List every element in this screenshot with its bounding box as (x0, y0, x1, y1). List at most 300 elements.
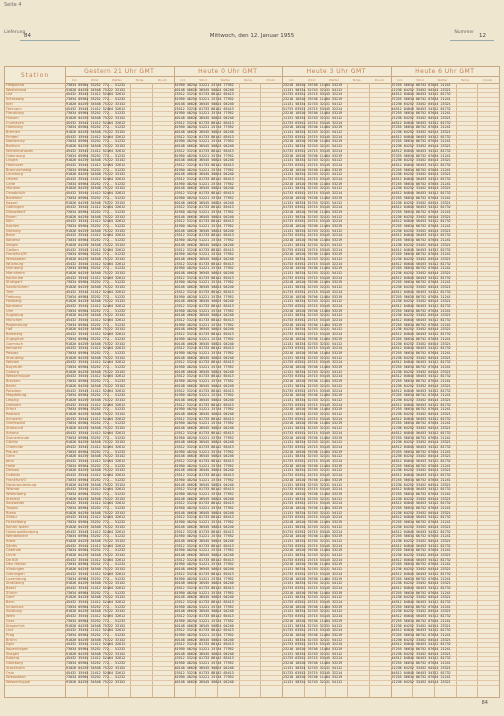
synop-code-cell: 91826 04259 34548 75722 33152 (66, 637, 126, 642)
synop-code-cell: 23512 33216 01733 88142 65413 (174, 670, 234, 675)
synop-code-cell: 44512 04845 56453 54312 81732 (391, 473, 451, 478)
synop-code-cell: 23218 10520 76746 11484 53219 (283, 83, 343, 87)
synop-code-cell: 23218 10520 76746 11484 53219 (283, 618, 343, 623)
synop-code-cell: 91826 04259 34548 75722 33152 (66, 397, 126, 402)
synop-code-cell: 37255 56634 86752 07634 21241 (391, 167, 451, 172)
synop-code-cell: 73034 05984 33252 772-- 51232 (66, 111, 126, 116)
synop-code-cell: 37255 56634 86752 07634 21241 (391, 294, 451, 299)
station-name: Lüneburg (6, 172, 23, 177)
synop-code-cell: 91826 04259 34548 75722 33152 (66, 158, 126, 163)
synop-code-cell: 40148 46626 36545 50824 04240 (174, 228, 234, 233)
synop-code-cell: 40148 46626 36545 50824 04240 (174, 665, 234, 670)
synop-code-cell: 40148 46626 36545 50824 04240 (174, 87, 234, 92)
synop-code-cell: 21236 64252 33452 04514 23321 (391, 679, 451, 684)
synop-code-cell: 23512 33216 01733 88142 65413 (174, 515, 234, 520)
synop-code-cell: 40148 46626 36545 50824 04240 (174, 609, 234, 614)
synop-code-cell: 81950 48254 51221 25734 77952 (174, 224, 234, 228)
synop-code-cell: 23218 10520 76746 11484 53219 (283, 294, 343, 299)
synop-code-cell: 73034 05984 33252 772-- 51232 (66, 365, 126, 369)
synop-code-cell: 73034 05984 33252 772-- 51232 (66, 435, 126, 440)
synop-code-cell: 40148 46626 36545 50824 04240 (174, 200, 234, 205)
synop-code-cell: 91826 04259 34548 75722 33152 (66, 496, 126, 501)
station-name: Regensburg (6, 322, 28, 327)
synop-code-cell: 40148 46626 36545 50824 04240 (174, 623, 234, 628)
synop-code-cell: 21236 64252 33452 04514 23321 (391, 313, 451, 318)
synop-code-cell: 81950 48254 51221 25734 77952 (174, 604, 234, 609)
synop-code-cell: 51733 63552 25715 53145 32214 (283, 515, 343, 520)
synop-code-cell: 11131 58334 32743 32131 54112 (283, 144, 343, 149)
station-name: Nürnberg (6, 266, 23, 271)
synop-code-cell: 23512 33216 01733 88142 65413 (174, 444, 234, 449)
time-group-header: Heute 0 Uhr GMT (174, 67, 284, 77)
synop-code-cell: 11131 58334 32743 32131 54112 (283, 200, 343, 205)
synop-code-cell: 81950 48254 51221 25734 77952 (174, 449, 234, 454)
synop-code-cell: 40148 46626 36545 50824 04240 (174, 271, 234, 275)
synop-code-cell: 81950 48254 51221 25734 77952 (174, 111, 234, 116)
synop-code-cell: 51733 63552 25715 53145 32214 (283, 529, 343, 534)
synop-code-cell: 91826 04259 34548 75722 33152 (66, 285, 126, 290)
synop-code-cell: 21236 64252 33452 04514 23321 (391, 144, 451, 149)
synop-code-cell: 23512 33216 01733 88142 65413 (174, 600, 234, 604)
synop-code-cell: 51733 63552 25715 53145 32214 (283, 473, 343, 478)
synop-code-cell: 91826 04259 34548 75722 33152 (66, 144, 126, 149)
synop-code-cell: 11131 58334 32743 32131 54112 (283, 524, 343, 529)
synop-code-cell: 21236 64252 33452 04514 23321 (391, 383, 451, 388)
synop-code-cell: 81950 48254 51221 25734 77952 (174, 675, 234, 680)
station-name: Riesa (6, 510, 16, 515)
synop-code-cell: 81950 48254 51221 25734 77952 (174, 618, 234, 623)
synop-code-cell: 44512 04845 56453 54312 81732 (391, 162, 451, 167)
time-group-header: Heute 3 Uhr GMT (282, 67, 392, 77)
synop-code-cell: 11131 58334 32743 32131 54112 (283, 327, 343, 332)
synop-code-cell: 81950 48254 51221 25734 77952 (174, 294, 234, 299)
synop-code-cell: 51733 63552 25715 53145 32214 (283, 303, 343, 308)
station-name: List (6, 92, 13, 97)
synop-code-cell: 51733 63552 25715 53145 32214 (283, 388, 343, 393)
synop-code-cell: 44512 04845 56453 54312 81732 (391, 444, 451, 449)
synop-code-cell: 40148 46626 36545 50824 04240 (174, 158, 234, 163)
column-subheader-label: Temp. (243, 77, 253, 82)
synop-code-cell: 81950 48254 51221 25734 77952 (174, 661, 234, 666)
synop-code-cell: 45432 35545 21412 52464 32612 (66, 501, 126, 506)
synop-code-cell: 51733 63552 25715 53145 32214 (283, 120, 343, 125)
synop-code-cell: 23218 10520 76746 11484 53219 (283, 647, 343, 651)
synop-code-cell: 73034 05984 33252 772-- 51232 (66, 477, 126, 482)
synop-code-cell: 51733 63552 25715 53145 32214 (283, 92, 343, 97)
synop-code-cell: 45432 35545 21412 52464 32612 (66, 459, 126, 463)
synop-code-cell: 11131 58334 32743 32131 54112 (283, 482, 343, 487)
synop-code-cell: 21236 64252 33452 04514 23321 (391, 397, 451, 402)
synop-code-cell: 23512 33216 01733 88142 65413 (174, 543, 234, 548)
synop-code-cell: 51733 63552 25715 53145 32214 (283, 275, 343, 280)
synop-code-cell: 23512 33216 01733 88142 65413 (174, 585, 234, 590)
synop-code-cell: 44512 04845 56453 54312 81732 (391, 148, 451, 153)
synop-code-cell: 37255 56634 86752 07634 21241 (391, 252, 451, 257)
synop-code-cell: 44512 04845 56453 54312 81732 (391, 614, 451, 619)
station-name: Oslo (6, 670, 14, 675)
synop-code-cell: 81950 48254 51221 25734 77952 (174, 379, 234, 384)
station-name: Groningen (6, 571, 25, 576)
synop-code-cell: 11131 58334 32743 32131 54112 (283, 242, 343, 247)
synop-code-cell: 44512 04845 56453 54312 81732 (391, 205, 451, 210)
synop-code-cell: 81950 48254 51221 25734 77952 (174, 647, 234, 651)
synop-code-cell: 21236 64252 33452 04514 23321 (391, 510, 451, 515)
synop-code-cell: 73034 05984 33252 772-- 51232 (66, 252, 126, 257)
page-number: 84 (481, 700, 488, 706)
station-name: Celle (6, 181, 15, 186)
station-name: Wasserkuppe (6, 679, 30, 684)
synop-code-cell: 45432 35545 21412 52464 32612 (66, 600, 126, 604)
station-name: Plauen (6, 449, 19, 454)
synop-code-cell: 37255 56634 86752 07634 21241 (391, 562, 451, 567)
station-name: Luxemburg (6, 576, 27, 581)
synop-code-cell: 91826 04259 34548 75722 33152 (66, 665, 126, 670)
station-name: Kempten (6, 346, 23, 351)
column-subheader-label: Wind (199, 77, 207, 82)
synop-code-cell: 40148 46626 36545 50824 04240 (174, 454, 234, 459)
synop-code-cell: 44512 04845 56453 54312 81732 (391, 332, 451, 337)
synop-code-cell: 37255 56634 86752 07634 21241 (391, 421, 451, 426)
synop-code-cell: 37255 56634 86752 07634 21241 (391, 576, 451, 581)
synop-code-cell: 40148 46626 36545 50824 04240 (174, 538, 234, 543)
synop-code-cell: 91826 04259 34548 75722 33152 (66, 101, 126, 106)
synop-code-cell: 44512 04845 56453 54312 81732 (391, 219, 451, 224)
synop-code-cell: 23512 33216 01733 88142 65413 (174, 177, 234, 181)
station-name: Freiburg (6, 294, 21, 299)
synop-code-cell: 81950 48254 51221 25734 77952 (174, 576, 234, 581)
synop-code-cell: 91826 04259 34548 75722 33152 (66, 313, 126, 318)
synop-code-cell: 51733 63552 25715 53145 32214 (283, 628, 343, 633)
synop-code-cell: 37255 56634 86752 07634 21241 (391, 125, 451, 130)
synop-code-cell: 37255 56634 86752 07634 21241 (391, 139, 451, 144)
synop-code-cell: 81950 48254 51221 25734 77952 (174, 167, 234, 172)
station-name: Stockholm (6, 665, 25, 670)
station-name: Hannover (6, 162, 24, 167)
synop-code-cell: 11131 58334 32743 32131 54112 (283, 440, 343, 445)
synop-code-cell: 11131 58334 32743 32131 54112 (283, 454, 343, 459)
synop-code-cell: 21236 64252 33452 04514 23321 (391, 595, 451, 600)
synop-code-cell: 23512 33216 01733 88142 65413 (174, 318, 234, 322)
synop-code-cell: 23512 33216 01733 88142 65413 (174, 402, 234, 407)
station-name: Ostende (6, 548, 22, 553)
synop-code-cell: 73034 05984 33252 772-- 51232 (66, 548, 126, 553)
station-name: De Bilt (6, 557, 18, 562)
station-name: Skagen (6, 651, 20, 656)
station-name: Säntis (6, 543, 18, 548)
station-name: Brünn (6, 637, 17, 642)
synop-code-cell: 21236 64252 33452 04514 23321 (391, 186, 451, 191)
synop-code-cell: 81950 48254 51221 25734 77952 (174, 435, 234, 440)
station-name: Wilhelmshaven (6, 148, 34, 153)
synop-code-cell: 44512 04845 56453 54312 81732 (391, 134, 451, 139)
synop-code-cell: 23512 33216 01733 88142 65413 (174, 487, 234, 492)
synop-code-cell: 23218 10520 76746 11484 53219 (283, 322, 343, 327)
station-name: Straubing (6, 355, 24, 360)
synop-code-cell: 91826 04259 34548 75722 33152 (66, 228, 126, 233)
synop-code-cell: 51733 63552 25715 53145 32214 (283, 557, 343, 562)
synop-code-cell: 40148 46626 36545 50824 04240 (174, 214, 234, 219)
synop-code-cell: 44512 04845 56453 54312 81732 (391, 571, 451, 576)
synop-code-cell: 73034 05984 33252 772-- 51232 (66, 280, 126, 285)
synop-code-cell: 23512 33216 01733 88142 65413 (174, 205, 234, 210)
synop-code-cell: 23218 10520 76746 11484 53219 (283, 181, 343, 186)
synop-code-cell: 91826 04259 34548 75722 33152 (66, 581, 126, 586)
station-name: Arkona (6, 430, 19, 435)
synop-code-cell: 37255 56634 86752 07634 21241 (391, 632, 451, 637)
synop-code-cell: 23512 33216 01733 88142 65413 (174, 289, 234, 294)
synop-code-cell: 81950 48254 51221 25734 77952 (174, 336, 234, 341)
station-name: Karlsruhe (6, 275, 24, 280)
synop-code-cell: 23512 33216 01733 88142 65413 (174, 332, 234, 337)
synop-code-cell: 73034 05984 33252 772-- 51232 (66, 449, 126, 454)
station-name: Oldenburg (6, 153, 25, 158)
synop-code-cell: 40148 46626 36545 50824 04240 (174, 299, 234, 304)
synop-code-cell: 45432 35545 21412 52464 32612 (66, 233, 126, 238)
synop-code-cell: 23218 10520 76746 11484 53219 (283, 195, 343, 200)
synop-code-cell: 73034 05984 33252 772-- 51232 (66, 181, 126, 186)
station-name: Arber (6, 538, 16, 543)
column-subheader-label: Temp. (460, 77, 470, 82)
synop-code-cell: 81950 48254 51221 25734 77952 (174, 632, 234, 637)
synop-code-cell: 40148 46626 36545 50824 04240 (174, 412, 234, 416)
station-name: Erfurt (6, 407, 17, 412)
synop-code-cell: 23218 10520 76746 11484 53219 (283, 252, 343, 257)
synop-code-cell: 81950 48254 51221 25734 77952 (174, 365, 234, 369)
synop-code-cell: 21236 64252 33452 04514 23321 (391, 101, 451, 106)
synop-code-cell: 11131 58334 32743 32131 54112 (283, 101, 343, 106)
station-name: Leipzig (6, 397, 19, 402)
synop-code-cell: 37255 56634 86752 07634 21241 (391, 590, 451, 595)
synop-code-cell: 37255 56634 86752 07634 21241 (391, 675, 451, 680)
synop-code-cell: 21236 64252 33452 04514 23321 (391, 242, 451, 247)
synop-code-cell: 44512 04845 56453 54312 81732 (391, 261, 451, 266)
station-name: Köln (6, 219, 14, 224)
station-name: Wittenberg (6, 491, 26, 496)
synop-code-cell: 45432 35545 21412 52464 32612 (66, 374, 126, 379)
synop-code-cell: 40148 46626 36545 50824 04240 (174, 524, 234, 529)
synop-code-cell: 37255 56634 86752 07634 21241 (391, 520, 451, 525)
synop-code-cell: 23512 33216 01733 88142 65413 (174, 459, 234, 463)
column-subheader-label: Ind. (397, 77, 403, 82)
synop-code-cell: 81950 48254 51221 25734 77952 (174, 181, 234, 186)
synop-code-cell: 73034 05984 33252 772-- 51232 (66, 647, 126, 651)
synop-code-cell: 91826 04259 34548 75722 33152 (66, 567, 126, 572)
station-name: Augsburg (6, 313, 24, 318)
station-name: Vlissingen (6, 567, 25, 572)
synop-code-cell: 73034 05984 33252 772-- 51232 (66, 661, 126, 666)
synop-code-cell: 40148 46626 36545 50824 04240 (174, 327, 234, 332)
station-name: Essen (6, 214, 17, 219)
synop-code-cell: 73034 05984 33252 772-- 51232 (66, 534, 126, 539)
synop-code-cell: 44512 04845 56453 54312 81732 (391, 487, 451, 492)
synop-code-cell: 21236 64252 33452 04514 23321 (391, 637, 451, 642)
synop-code-cell: 51733 63552 25715 53145 32214 (283, 134, 343, 139)
synop-code-cell: 37255 56634 86752 07634 21241 (391, 350, 451, 355)
column-subheader-label: Wetter (220, 77, 231, 82)
synop-code-cell: 37255 56634 86752 07634 21241 (391, 393, 451, 398)
synop-code-cell: 73034 05984 33252 772-- 51232 (66, 618, 126, 623)
synop-code-cell: 51733 63552 25715 53145 32214 (283, 191, 343, 196)
synop-code-cell: 51733 63552 25715 53145 32214 (283, 106, 343, 111)
synop-code-cell: 44512 04845 56453 54312 81732 (391, 191, 451, 196)
synop-code-cell: 91826 04259 34548 75722 33152 (66, 454, 126, 459)
station-name: Cuxhaven (6, 120, 25, 125)
station-name: Stendal (6, 496, 20, 501)
station-name: Wendelstein (6, 534, 29, 539)
synop-code-cell: 91826 04259 34548 75722 33152 (66, 200, 126, 205)
synop-code-cell: 51733 63552 25715 53145 32214 (283, 219, 343, 224)
station-name: Prag (6, 632, 15, 637)
synop-code-cell: 21236 64252 33452 04514 23321 (391, 172, 451, 177)
synop-code-cell: 23218 10520 76746 11484 53219 (283, 590, 343, 595)
synop-code-cell: 23512 33216 01733 88142 65413 (174, 628, 234, 633)
synop-code-cell: 37255 56634 86752 07634 21241 (391, 647, 451, 651)
synop-code-cell: 45432 35545 21412 52464 32612 (66, 318, 126, 322)
station-name: Dessau (6, 468, 20, 473)
synop-code-cell: 23512 33216 01733 88142 65413 (174, 346, 234, 351)
synop-code-cell: 23218 10520 76746 11484 53219 (283, 280, 343, 285)
synop-code-cell: 23218 10520 76746 11484 53219 (283, 224, 343, 228)
synop-code-cell: 11131 58334 32743 32131 54112 (283, 553, 343, 557)
synop-code-cell: 21236 64252 33452 04514 23321 (391, 130, 451, 134)
synop-code-cell: 51733 63552 25715 53145 32214 (283, 261, 343, 266)
synop-code-cell: 81950 48254 51221 25734 77952 (174, 153, 234, 158)
station-name: Wiesbaden (6, 256, 26, 261)
station-name: Gera (6, 454, 15, 459)
synop-code-cell: 37255 56634 86752 07634 21241 (391, 280, 451, 285)
synop-code-cell: 21236 64252 33452 04514 23321 (391, 115, 451, 120)
synop-code-cell: 91826 04259 34548 75722 33152 (66, 271, 126, 275)
station-name: Zugspitze (6, 336, 24, 341)
synop-code-cell: 44512 04845 56453 54312 81732 (391, 92, 451, 97)
synop-code-cell: 37255 56634 86752 07634 21241 (391, 491, 451, 496)
synop-code-cell: 11131 58334 32743 32131 54112 (283, 510, 343, 515)
column-subheader-label: Ind. (180, 77, 186, 82)
page-corner-label: Seite 4 (4, 2, 22, 8)
station-name: Linz (6, 628, 14, 633)
synop-code-cell: 73034 05984 33252 772-- 51232 (66, 421, 126, 426)
synop-code-cell: 44512 04845 56453 54312 81732 (391, 275, 451, 280)
synop-code-cell: 37255 56634 86752 07634 21241 (391, 548, 451, 553)
synop-code-cell: 73034 05984 33252 772-- 51232 (66, 336, 126, 341)
synop-code-cell: 45432 35545 21412 52464 32612 (66, 92, 126, 97)
synop-code-cell: 40148 46626 36545 50824 04240 (174, 144, 234, 149)
synop-code-cell: 40148 46626 36545 50824 04240 (174, 553, 234, 557)
synop-code-cell: 23512 33216 01733 88142 65413 (174, 529, 234, 534)
synop-code-cell: 73034 05984 33252 772-- 51232 (66, 167, 126, 172)
synop-code-cell: 73034 05984 33252 772-- 51232 (66, 379, 126, 384)
station-name: Klagenfurt (6, 623, 25, 628)
synop-code-cell: 45432 35545 21412 52464 32612 (66, 148, 126, 153)
station-name: Zürich (6, 590, 18, 595)
synop-code-cell: 51733 63552 25715 53145 32214 (283, 289, 343, 294)
station-name: Münster (6, 186, 21, 191)
synop-code-cell: 44512 04845 56453 54312 81732 (391, 585, 451, 590)
synop-code-cell: 21236 64252 33452 04514 23321 (391, 256, 451, 261)
synop-code-cell: 73034 05984 33252 772-- 51232 (66, 153, 126, 158)
synop-code-cell: 45432 35545 21412 52464 32612 (66, 585, 126, 590)
synop-code-cell: 73034 05984 33252 772-- 51232 (66, 209, 126, 214)
station-name: Bielefeld (6, 195, 22, 200)
station-name: Garmisch (6, 341, 24, 346)
synop-code-cell: 23218 10520 76746 11484 53219 (283, 167, 343, 172)
synop-code-cell: 81950 48254 51221 25734 77952 (174, 97, 234, 102)
station-name: Uccle (6, 553, 16, 557)
synop-code-cell: 51733 63552 25715 53145 32214 (283, 374, 343, 379)
synop-code-cell: 21236 64252 33452 04514 23321 (391, 482, 451, 487)
synop-code-cell: 81950 48254 51221 25734 77952 (174, 209, 234, 214)
synop-code-cell: 40148 46626 36545 50824 04240 (174, 369, 234, 374)
column-subheader-label: Druck (157, 77, 167, 82)
station-name: Zittau (6, 515, 17, 520)
synop-code-cell: 23512 33216 01733 88142 65413 (174, 134, 234, 139)
synop-code-cell: 11131 58334 32743 32131 54112 (283, 651, 343, 656)
document-date-title: Mittwoch, den 12. Januar 1955 (209, 33, 295, 39)
synop-code-cell: 45432 35545 21412 52464 32612 (66, 120, 126, 125)
synop-code-cell: 37255 56634 86752 07634 21241 (391, 111, 451, 116)
synop-code-cell: 45432 35545 21412 52464 32612 (66, 473, 126, 478)
synop-code-cell: 44512 04845 56453 54312 81732 (391, 402, 451, 407)
station-row (5, 680, 499, 686)
synop-code-cell: 23512 33216 01733 88142 65413 (174, 233, 234, 238)
synop-code-cell: 23512 33216 01733 88142 65413 (174, 275, 234, 280)
synop-code-cell: 40148 46626 36545 50824 04240 (174, 115, 234, 120)
synop-code-cell: 73034 05984 33252 772-- 51232 (66, 463, 126, 468)
synop-code-cell: 91826 04259 34548 75722 33152 (66, 412, 126, 416)
synop-code-cell: 91826 04259 34548 75722 33152 (66, 679, 126, 684)
synop-code-cell: 21236 64252 33452 04514 23321 (391, 524, 451, 529)
station-name: Nürburg (6, 228, 21, 233)
synop-code-cell: 45432 35545 21412 52464 32612 (66, 134, 126, 139)
station-name: Schleswig (6, 97, 24, 102)
synop-code-cell: 44512 04845 56453 54312 81732 (391, 459, 451, 463)
synop-code-cell: 81950 48254 51221 25734 77952 (174, 491, 234, 496)
synop-code-cell: 21236 64252 33452 04514 23321 (391, 440, 451, 445)
synop-code-cell: 40148 46626 36545 50824 04240 (174, 313, 234, 318)
synop-code-cell: 23512 33216 01733 88142 65413 (174, 571, 234, 576)
synop-code-cell: 21236 64252 33452 04514 23321 (391, 581, 451, 586)
synop-code-cell: 73034 05984 33252 772-- 51232 (66, 393, 126, 398)
synop-code-cell: 23512 33216 01733 88142 65413 (174, 120, 234, 125)
synop-code-cell: 37255 56634 86752 07634 21241 (391, 618, 451, 623)
synop-code-cell: 73034 05984 33252 772-- 51232 (66, 632, 126, 637)
synop-code-cell: 45432 35545 21412 52464 32612 (66, 162, 126, 167)
synop-code-cell: 23512 33216 01733 88142 65413 (174, 430, 234, 435)
station-name: Bern (6, 600, 15, 604)
synop-code-cell: 73034 05984 33252 772-- 51232 (66, 322, 126, 327)
synop-code-cell: 37255 56634 86752 07634 21241 (391, 83, 451, 87)
synop-code-cell: 23512 33216 01733 88142 65413 (174, 473, 234, 478)
station-name: Fehmarn (6, 106, 22, 111)
station-name: Helgoland (6, 83, 25, 87)
station-name: Flensburg (6, 111, 24, 116)
synop-code-cell: 44512 04845 56453 54312 81732 (391, 515, 451, 520)
station-name: Borkum (6, 144, 20, 149)
synop-code-cell: 73034 05984 33252 772-- 51232 (66, 195, 126, 200)
synop-code-cell: 51733 63552 25715 53145 32214 (283, 614, 343, 619)
synop-code-cell: 11131 58334 32743 32131 54112 (283, 567, 343, 572)
synop-code-cell: 40148 46626 36545 50824 04240 (174, 440, 234, 445)
synop-code-cell: 40148 46626 36545 50824 04240 (174, 581, 234, 586)
synop-code-cell: 11131 58334 32743 32131 54112 (283, 186, 343, 191)
synop-code-cell: 45432 35545 21412 52464 32612 (66, 177, 126, 181)
synop-code-cell: 21236 64252 33452 04514 23321 (391, 651, 451, 656)
synop-code-cell: 73034 05984 33252 772-- 51232 (66, 491, 126, 496)
delivery-value: 84 (24, 33, 31, 39)
synop-code-cell: 11131 58334 32743 32131 54112 (283, 115, 343, 120)
synop-code-cell: 21236 64252 33452 04514 23321 (391, 214, 451, 219)
synop-code-cell: 23218 10520 76746 11484 53219 (283, 139, 343, 144)
